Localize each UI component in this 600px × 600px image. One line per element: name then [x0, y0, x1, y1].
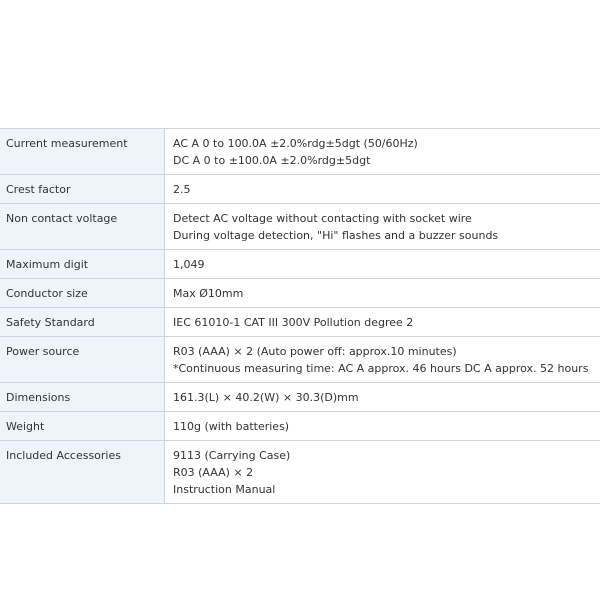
spec-value-line: R03 (AAA) × 2 [173, 466, 254, 479]
spec-value [165, 129, 600, 175]
spec-value-line: Detect AC voltage without contacting with socket wire [173, 212, 472, 225]
spec-value-line: During voltage detection, "Hi" flashes and a buzzer sounds [173, 229, 499, 242]
spec-row-weight [0, 412, 600, 441]
spec-value-line: 161.3(L) × 40.2(W) × 30.3(D)mm [173, 391, 359, 404]
spec-row-current-measurement [0, 129, 600, 175]
spec-table-body [0, 129, 600, 504]
spec-row-crest-factor [0, 175, 600, 204]
spec-value [165, 412, 600, 441]
spec-row-safety-standard [0, 308, 600, 337]
spec-table [0, 128, 600, 504]
spec-row-maximum-digit [0, 250, 600, 279]
spec-row-non-contact-voltage [0, 204, 600, 250]
spec-value-line: 2.5 [173, 183, 191, 196]
spec-value [165, 204, 600, 250]
spec-value [165, 175, 600, 204]
spec-label: Safety Standard [0, 308, 165, 337]
spec-row-power-source [0, 337, 600, 383]
spec-value [165, 337, 600, 383]
spec-value-line: 1,049 [173, 258, 205, 271]
spec-label: Non contact voltage [0, 204, 165, 250]
spec-row-conductor-size [0, 279, 600, 308]
spec-label: Crest factor [0, 175, 165, 204]
spec-value [165, 250, 600, 279]
spec-value-line: DC A 0 to ±100.0A ±2.0%rdg±5dgt [173, 154, 371, 167]
spec-value-line: *Continuous measuring time: AC A approx. 46 hours DC A approx. 52 hours [173, 362, 589, 375]
spec-value-line: IEC 61010-1 CAT III 300V Pollution degree 2 [173, 316, 414, 329]
spec-value [165, 441, 600, 504]
spec-label: Conductor size [0, 279, 165, 308]
spec-value-line: 110g (with batteries) [173, 420, 290, 433]
spec-row-dimensions [0, 383, 600, 412]
spec-label: Weight [0, 412, 165, 441]
spec-value-line: Instruction Manual [173, 483, 276, 496]
spec-value-line: Max Ø10mm [173, 287, 244, 300]
spec-value [165, 383, 600, 412]
spec-value-line: 9113 (Carrying Case) [173, 449, 291, 462]
spec-label: Maximum digit [0, 250, 165, 279]
spec-value [165, 279, 600, 308]
spec-value-line: AC A 0 to 100.0A ±2.0%rdg±5dgt (50/60Hz) [173, 137, 418, 150]
spec-label: Current measurement [0, 129, 165, 175]
spec-label: Power source [0, 337, 165, 383]
spec-value [165, 308, 600, 337]
spec-row-included-accessories [0, 441, 600, 504]
spec-label: Included Accessories [0, 441, 165, 504]
spec-label: Dimensions [0, 383, 165, 412]
spec-value-line: R03 (AAA) × 2 (Auto power off: approx.10 minutes) [173, 345, 457, 358]
